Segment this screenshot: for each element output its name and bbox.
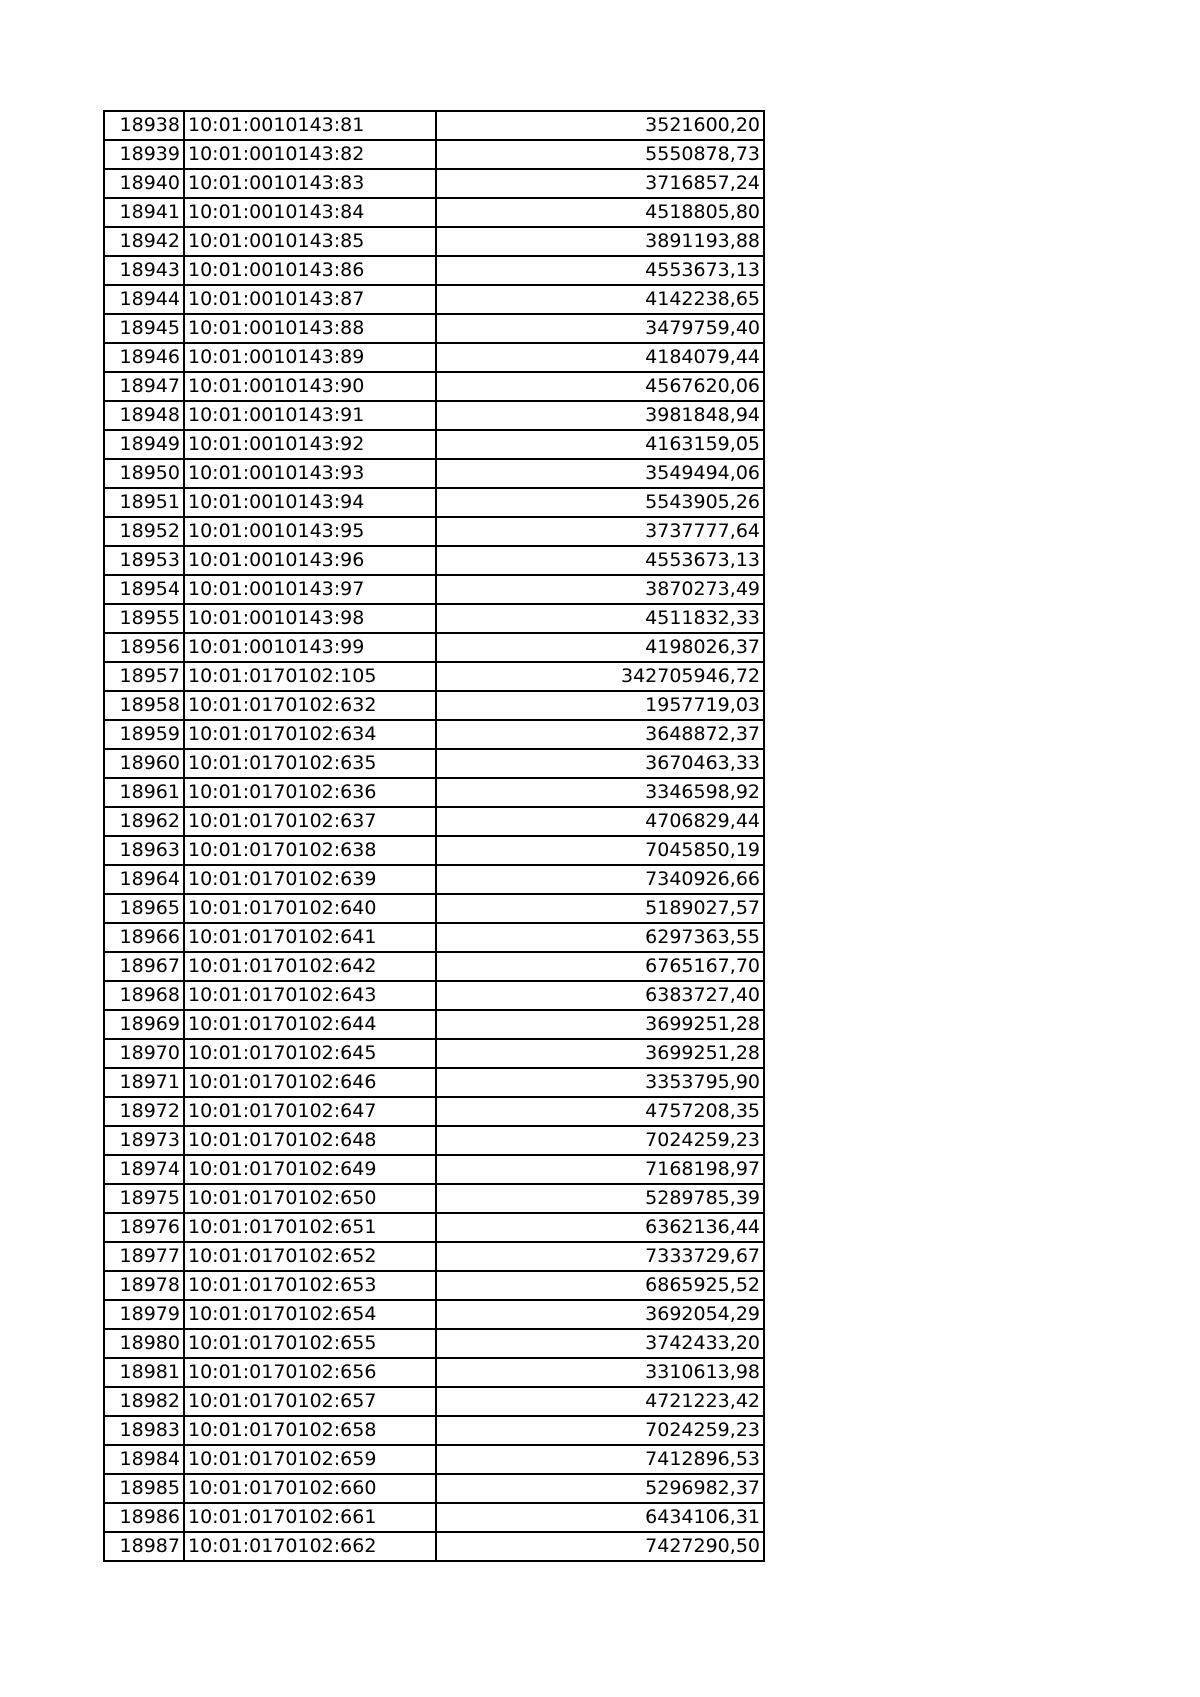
cadastral-number-cell: 10:01:0170102:654 [184,1300,436,1329]
value-cell: 6297363,55 [436,923,764,952]
table-row [104,691,764,720]
value-cell: 3549494,06 [436,459,764,488]
table-row [104,372,764,401]
row-number-cell: 18940 [104,169,184,198]
row-number-cell: 18961 [104,778,184,807]
row-number-cell: 18947 [104,372,184,401]
cadastral-number-cell: 10:01:0170102:655 [184,1329,436,1358]
row-number-cell: 18966 [104,923,184,952]
row-number-cell: 18972 [104,1097,184,1126]
table-row [104,488,764,517]
cadastral-number-cell: 10:01:0010143:87 [184,285,436,314]
table-row [104,1242,764,1271]
cadastral-number-cell: 10:01:0170102:652 [184,1242,436,1271]
table-row [104,923,764,952]
value-cell: 3981848,94 [436,401,764,430]
row-number-cell: 18969 [104,1010,184,1039]
table-row [104,546,764,575]
cadastral-number-cell: 10:01:0170102:634 [184,720,436,749]
cadastral-number-cell: 10:01:0170102:637 [184,807,436,836]
row-number-cell: 18970 [104,1039,184,1068]
cadastral-number-cell: 10:01:0170102:640 [184,894,436,923]
cadastral-number-cell: 10:01:0010143:97 [184,575,436,604]
table-body [104,111,764,1561]
value-cell: 4518805,80 [436,198,764,227]
table-row [104,1445,764,1474]
row-number-cell: 18954 [104,575,184,604]
value-cell: 4757208,35 [436,1097,764,1126]
value-cell: 3648872,37 [436,720,764,749]
value-cell: 342705946,72 [436,662,764,691]
table-row [104,662,764,691]
value-cell: 7333729,67 [436,1242,764,1271]
value-cell: 6765167,70 [436,952,764,981]
cadastral-number-cell: 10:01:0170102:645 [184,1039,436,1068]
table-row [104,343,764,372]
value-cell: 3699251,28 [436,1010,764,1039]
cadastral-number-cell: 10:01:0010143:89 [184,343,436,372]
table-row [104,836,764,865]
value-cell: 5296982,37 [436,1474,764,1503]
row-number-cell: 18939 [104,140,184,169]
row-number-cell: 18952 [104,517,184,546]
table-row [104,1068,764,1097]
value-cell: 4553673,13 [436,256,764,285]
row-number-cell: 18941 [104,198,184,227]
data-table [103,110,765,1562]
cadastral-number-cell: 10:01:0170102:647 [184,1097,436,1126]
cadastral-number-cell: 10:01:0170102:660 [184,1474,436,1503]
cadastral-number-cell: 10:01:0010143:85 [184,227,436,256]
table-row [104,401,764,430]
value-cell: 4142238,65 [436,285,764,314]
row-number-cell: 18976 [104,1213,184,1242]
table-row [104,1271,764,1300]
cadastral-number-cell: 10:01:0010143:83 [184,169,436,198]
table-row [104,1184,764,1213]
value-cell: 7024259,23 [436,1416,764,1445]
table-row [104,430,764,459]
value-cell: 3870273,49 [436,575,764,604]
cadastral-number-cell: 10:01:0010143:84 [184,198,436,227]
row-number-cell: 18980 [104,1329,184,1358]
value-cell: 3479759,40 [436,314,764,343]
table-row [104,1010,764,1039]
value-cell: 3716857,24 [436,169,764,198]
value-cell: 6362136,44 [436,1213,764,1242]
row-number-cell: 18981 [104,1358,184,1387]
value-cell: 7168198,97 [436,1155,764,1184]
value-cell: 1957719,03 [436,691,764,720]
cadastral-number-cell: 10:01:0010143:96 [184,546,436,575]
value-cell: 7340926,66 [436,865,764,894]
cadastral-number-cell: 10:01:0010143:82 [184,140,436,169]
value-cell: 3891193,88 [436,227,764,256]
cadastral-number-cell: 10:01:0170102:105 [184,662,436,691]
cadastral-number-cell: 10:01:0170102:658 [184,1416,436,1445]
table-row [104,198,764,227]
cadastral-number-cell: 10:01:0170102:642 [184,952,436,981]
table-row [104,1213,764,1242]
value-cell: 3346598,92 [436,778,764,807]
value-cell: 4553673,13 [436,546,764,575]
cadastral-number-cell: 10:01:0010143:98 [184,604,436,633]
table-row [104,169,764,198]
value-cell: 3737777,64 [436,517,764,546]
value-cell: 3670463,33 [436,749,764,778]
cadastral-number-cell: 10:01:0010143:94 [184,488,436,517]
value-cell: 3521600,20 [436,111,764,140]
cadastral-number-cell: 10:01:0170102:646 [184,1068,436,1097]
table-row [104,633,764,662]
table-row [104,1300,764,1329]
row-number-cell: 18986 [104,1503,184,1532]
table-row [104,575,764,604]
row-number-cell: 18971 [104,1068,184,1097]
table-row [104,256,764,285]
row-number-cell: 18950 [104,459,184,488]
value-cell: 4184079,44 [436,343,764,372]
row-number-cell: 18938 [104,111,184,140]
value-cell: 4706829,44 [436,807,764,836]
cadastral-number-cell: 10:01:0170102:650 [184,1184,436,1213]
table-row [104,1126,764,1155]
value-cell: 3742433,20 [436,1329,764,1358]
row-number-cell: 18944 [104,285,184,314]
table-row [104,1358,764,1387]
value-cell: 7024259,23 [436,1126,764,1155]
table-row [104,1503,764,1532]
table-row [104,778,764,807]
table-row [104,1097,764,1126]
row-number-cell: 18943 [104,256,184,285]
cadastral-number-cell: 10:01:0170102:657 [184,1387,436,1416]
value-cell: 3310613,98 [436,1358,764,1387]
cadastral-number-cell: 10:01:0170102:653 [184,1271,436,1300]
cadastral-number-cell: 10:01:0170102:635 [184,749,436,778]
value-cell: 4163159,05 [436,430,764,459]
row-number-cell: 18973 [104,1126,184,1155]
value-cell: 7045850,19 [436,836,764,865]
table-row [104,459,764,488]
cadastral-number-cell: 10:01:0170102:638 [184,836,436,865]
table-row [104,1416,764,1445]
cadastral-number-cell: 10:01:0010143:91 [184,401,436,430]
row-number-cell: 18964 [104,865,184,894]
row-number-cell: 18984 [104,1445,184,1474]
row-number-cell: 18963 [104,836,184,865]
table-row [104,1387,764,1416]
table-row [104,952,764,981]
value-cell: 4567620,06 [436,372,764,401]
value-cell: 4198026,37 [436,633,764,662]
row-number-cell: 18956 [104,633,184,662]
row-number-cell: 18979 [104,1300,184,1329]
cadastral-number-cell: 10:01:0170102:649 [184,1155,436,1184]
cadastral-number-cell: 10:01:0170102:648 [184,1126,436,1155]
cadastral-number-cell: 10:01:0010143:86 [184,256,436,285]
table-row [104,604,764,633]
table-row [104,285,764,314]
row-number-cell: 18985 [104,1474,184,1503]
cadastral-number-cell: 10:01:0010143:88 [184,314,436,343]
cadastral-number-cell: 10:01:0170102:641 [184,923,436,952]
row-number-cell: 18942 [104,227,184,256]
row-number-cell: 18945 [104,314,184,343]
value-cell: 5289785,39 [436,1184,764,1213]
table-row [104,807,764,836]
row-number-cell: 18962 [104,807,184,836]
row-number-cell: 18953 [104,546,184,575]
row-number-cell: 18949 [104,430,184,459]
row-number-cell: 18965 [104,894,184,923]
cadastral-number-cell: 10:01:0010143:93 [184,459,436,488]
table-row [104,749,764,778]
row-number-cell: 18960 [104,749,184,778]
cadastral-number-cell: 10:01:0170102:644 [184,1010,436,1039]
table-row [104,140,764,169]
row-number-cell: 18968 [104,981,184,1010]
table-row [104,865,764,894]
cadastral-number-cell: 10:01:0170102:662 [184,1532,436,1561]
row-number-cell: 18958 [104,691,184,720]
row-number-cell: 18959 [104,720,184,749]
table-row [104,894,764,923]
row-number-cell: 18957 [104,662,184,691]
cadastral-number-cell: 10:01:0170102:661 [184,1503,436,1532]
row-number-cell: 18967 [104,952,184,981]
row-number-cell: 18946 [104,343,184,372]
value-cell: 3692054,29 [436,1300,764,1329]
table-row [104,981,764,1010]
cadastral-number-cell: 10:01:0170102:636 [184,778,436,807]
table-row [104,314,764,343]
cadastral-number-cell: 10:01:0170102:643 [184,981,436,1010]
table-row [104,1474,764,1503]
value-cell: 4721223,42 [436,1387,764,1416]
row-number-cell: 18983 [104,1416,184,1445]
value-cell: 3353795,90 [436,1068,764,1097]
cadastral-number-cell: 10:01:0010143:90 [184,372,436,401]
table-row [104,1155,764,1184]
cadastral-number-cell: 10:01:0010143:81 [184,111,436,140]
row-number-cell: 18982 [104,1387,184,1416]
cadastral-number-cell: 10:01:0170102:639 [184,865,436,894]
row-number-cell: 18948 [104,401,184,430]
value-cell: 6865925,52 [436,1271,764,1300]
table-row [104,720,764,749]
value-cell: 7412896,53 [436,1445,764,1474]
table-row [104,1329,764,1358]
cadastral-number-cell: 10:01:0010143:92 [184,430,436,459]
row-number-cell: 18951 [104,488,184,517]
value-cell: 6434106,31 [436,1503,764,1532]
row-number-cell: 18955 [104,604,184,633]
value-cell: 5543905,26 [436,488,764,517]
value-cell: 3699251,28 [436,1039,764,1068]
value-cell: 7427290,50 [436,1532,764,1561]
value-cell: 5189027,57 [436,894,764,923]
table-row [104,517,764,546]
cadastral-number-cell: 10:01:0170102:656 [184,1358,436,1387]
cadastral-number-cell: 10:01:0170102:632 [184,691,436,720]
row-number-cell: 18978 [104,1271,184,1300]
value-cell: 4511832,33 [436,604,764,633]
table-row [104,111,764,140]
table-row [104,1532,764,1561]
cadastral-number-cell: 10:01:0170102:651 [184,1213,436,1242]
row-number-cell: 18987 [104,1532,184,1561]
row-number-cell: 18975 [104,1184,184,1213]
value-cell: 6383727,40 [436,981,764,1010]
cadastral-number-cell: 10:01:0010143:95 [184,517,436,546]
cadastral-number-cell: 10:01:0170102:659 [184,1445,436,1474]
table-row [104,1039,764,1068]
cadastral-number-cell: 10:01:0010143:99 [184,633,436,662]
value-cell: 5550878,73 [436,140,764,169]
table-row [104,227,764,256]
row-number-cell: 18974 [104,1155,184,1184]
row-number-cell: 18977 [104,1242,184,1271]
